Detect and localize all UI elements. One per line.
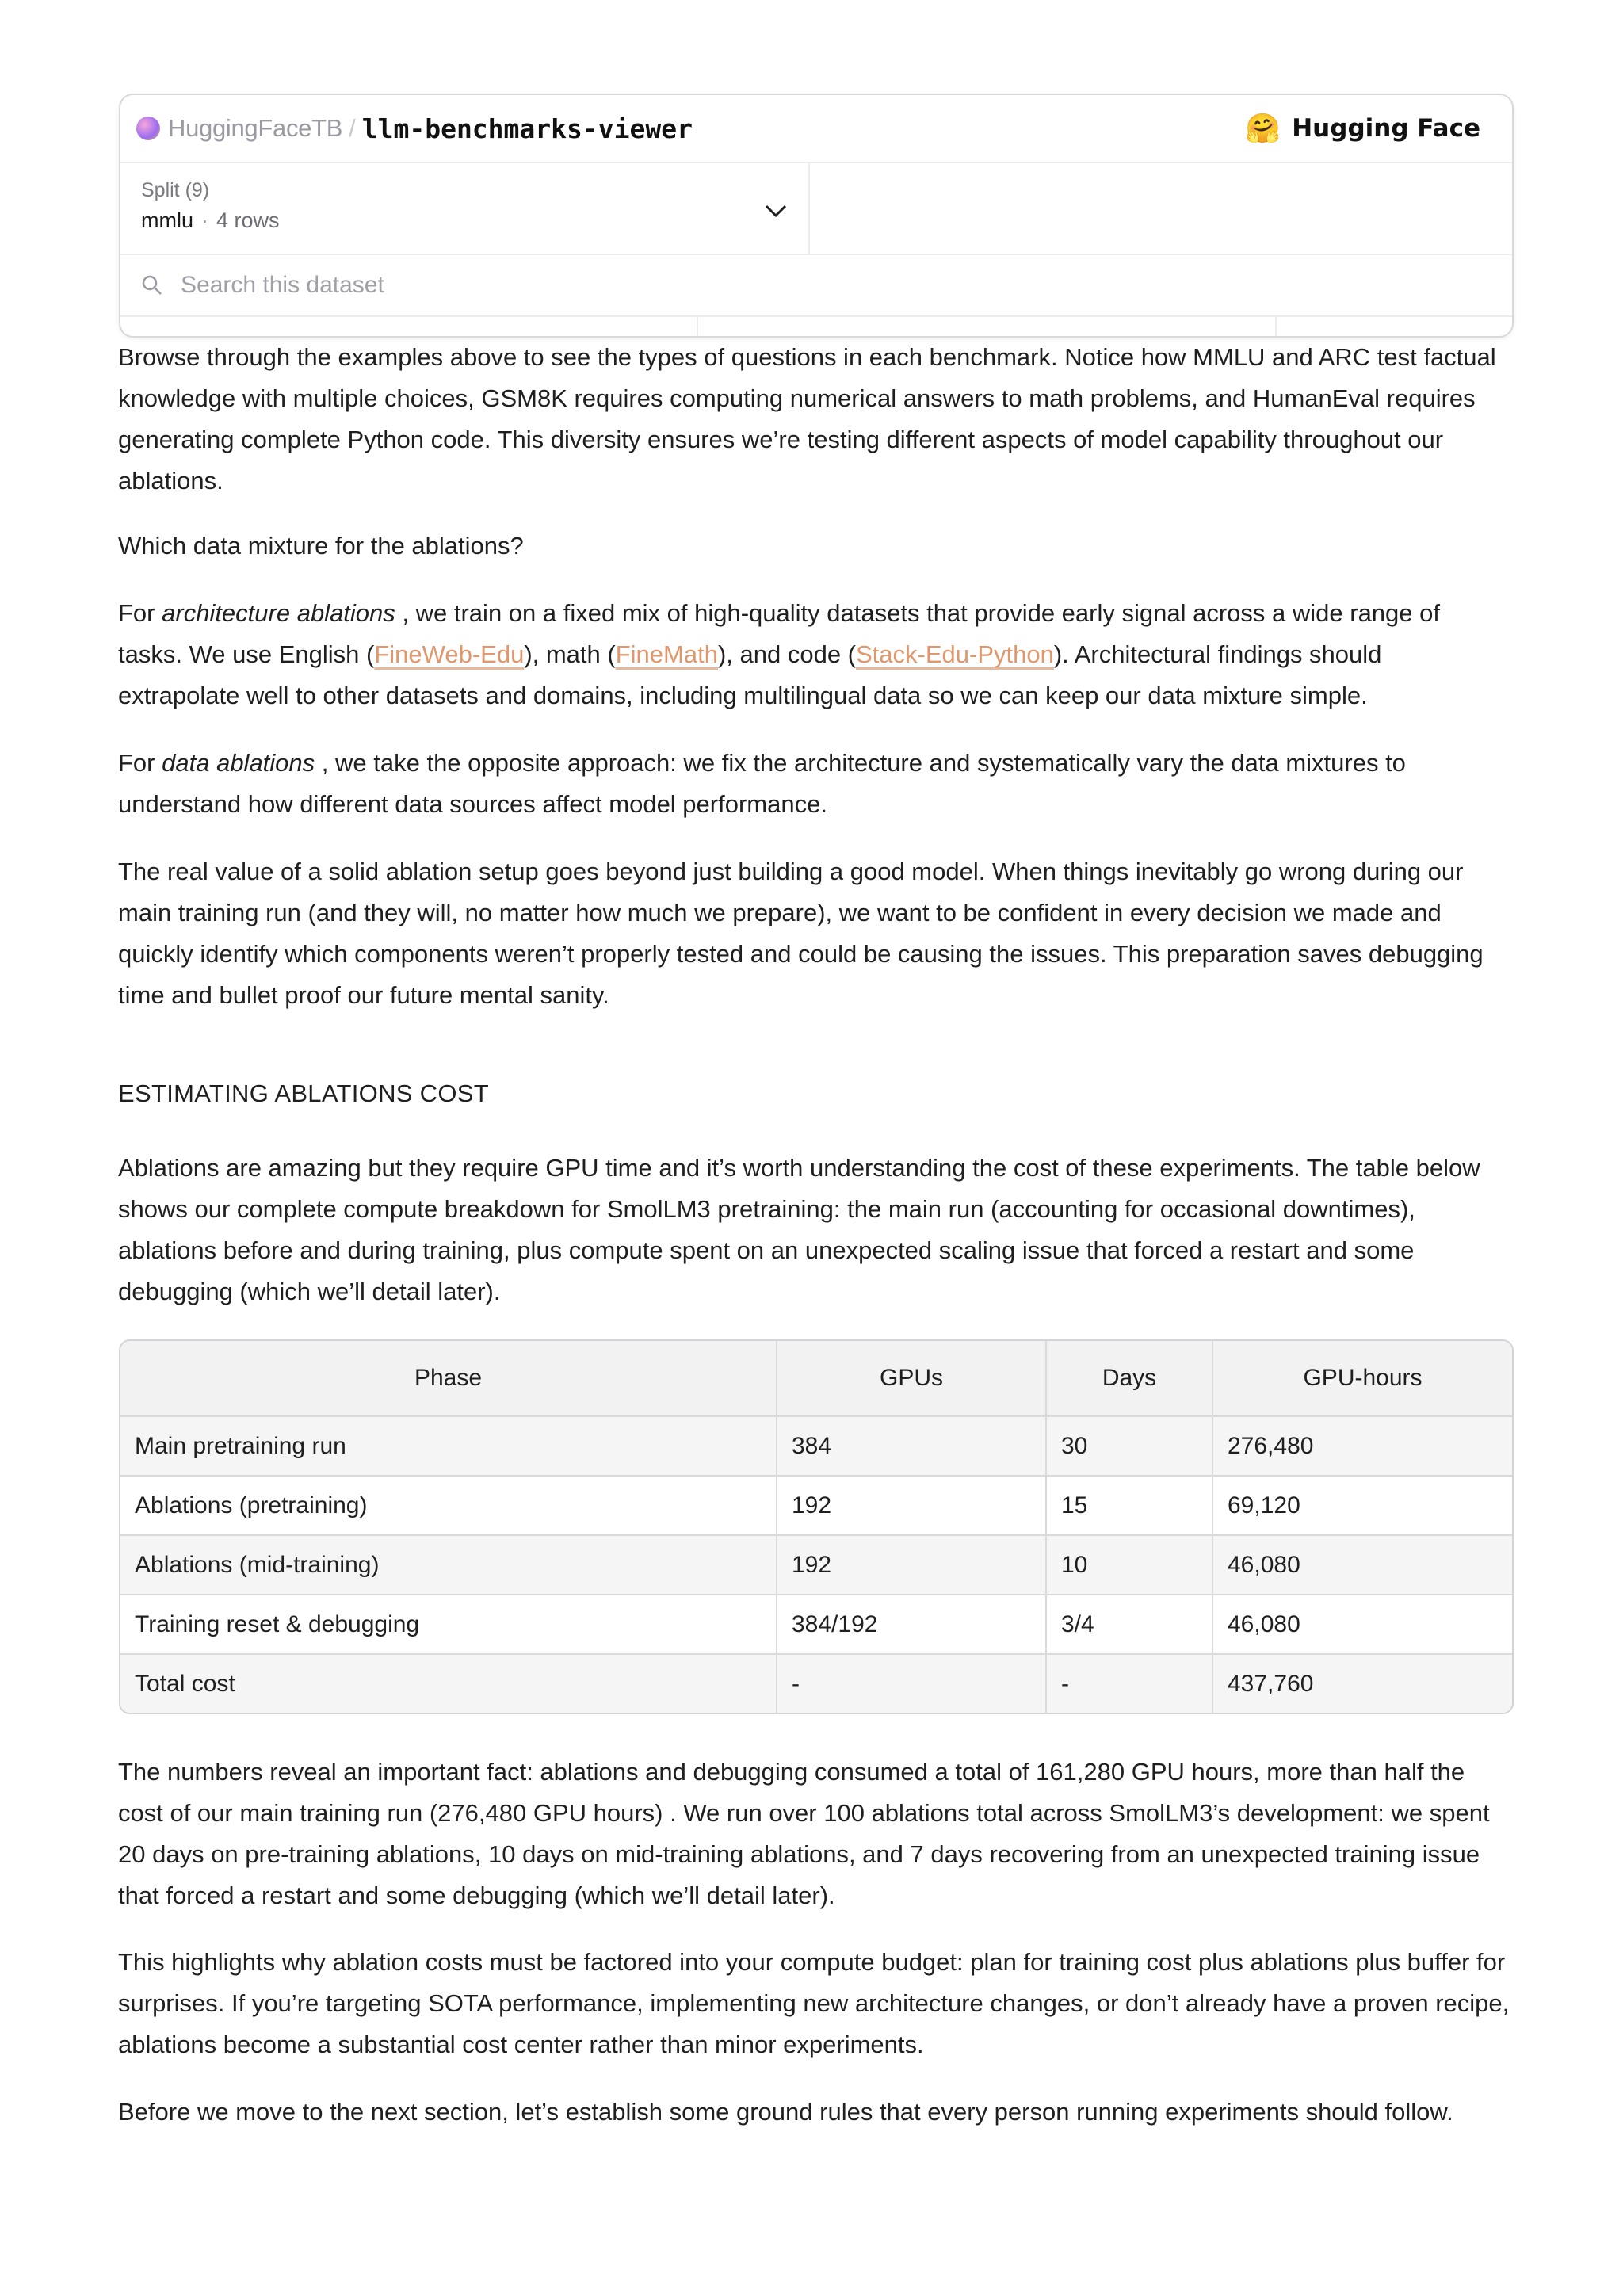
split-value bbox=[141, 208, 788, 233]
table-cell: 384 bbox=[777, 1416, 1046, 1476]
table-row bbox=[120, 1416, 1512, 1476]
chevron-down-icon bbox=[764, 203, 788, 219]
table-cell: 276,480 bbox=[1212, 1416, 1512, 1476]
table-cell: 192 bbox=[777, 1535, 1046, 1595]
paragraph: The numbers reveal an important fact: ablations and debugging consumed a total of 161,280 GPU hours, more than half the cost of our main training run (276,480 GPU hours) . We run over 100 ablations total across SmolLM3’s development: we spent 20 days on pre-training ablations, 10 days on mid-training ablations, and 7 days recovering from an unexpected training issue that forced a restart and some debugging (which we’ll detail later). bbox=[118, 1758, 1490, 1909]
hugging-face-brand-link[interactable] bbox=[1245, 113, 1480, 144]
table-cell: 30 bbox=[1046, 1416, 1212, 1476]
org-avatar bbox=[136, 117, 160, 140]
stack-edu-python-link[interactable]: Stack-Edu-Python bbox=[856, 640, 1054, 668]
column-divider bbox=[1275, 317, 1277, 338]
emphasis: data ablations bbox=[162, 749, 315, 777]
table-row bbox=[120, 1595, 1512, 1654]
split-separator: · bbox=[201, 208, 208, 232]
org-name-link[interactable]: HuggingFaceTB bbox=[168, 114, 343, 142]
paragraph: Which data mixture for the ablations? bbox=[118, 532, 524, 560]
dataset-name-link[interactable]: llm-benchmarks-viewer bbox=[361, 113, 693, 144]
column-header: GPU-hours bbox=[1212, 1341, 1512, 1416]
table-cell: - bbox=[777, 1654, 1046, 1713]
table-cell: 192 bbox=[777, 1476, 1046, 1535]
split-title: Split (9) bbox=[141, 179, 210, 201]
paragraph: The real value of a solid ablation setup goes beyond just building a good model. When things inevitably go wrong during our main training run (and they will, no matter how much we prepare), we want to be confident in every decision we made and quickly identify which components weren’t properly tested and could be causing the issues. This preparation saves debugging time and bullet proof our future mental sanity. bbox=[118, 858, 1484, 1009]
table-cell: 384/192 bbox=[777, 1595, 1046, 1654]
table-row-total bbox=[120, 1654, 1512, 1713]
emphasis: architecture ablations bbox=[162, 599, 395, 627]
paragraph: Before we move to the next section, let’s establish some ground rules that every person running experiments should follow. bbox=[118, 2098, 1453, 2126]
table-cell: Total cost bbox=[120, 1654, 777, 1713]
paragraph: Ablations are amazing but they require GPU time and it’s worth understanding the cost of these experiments. The table below shows our complete compute breakdown for SmolLM3 pretraining: the main run (accounting for occasional downtimes), ablations before and during training, plus compute spent on an unexpected scaling issue that forced a restart and some debugging (which we’ll detail later). bbox=[118, 1154, 1480, 1305]
split-row-count: 4 rows bbox=[216, 208, 280, 232]
table-row bbox=[120, 1535, 1512, 1595]
paragraph: For data ablations , we take the opposite approach: we fix the architecture and systematically vary the data mixtures to understand how different data sources affect model performance. bbox=[118, 749, 1406, 818]
table-cell: - bbox=[1046, 1654, 1212, 1713]
table-cell: Training reset & debugging bbox=[120, 1595, 777, 1654]
cost-table bbox=[119, 1339, 1514, 1714]
column-divider bbox=[697, 317, 698, 338]
fineweb-edu-link[interactable]: FineWeb-Edu bbox=[374, 640, 525, 668]
column-header: Phase bbox=[120, 1341, 777, 1416]
column-header-strip bbox=[120, 317, 1512, 338]
viewer-header bbox=[120, 95, 1512, 163]
table-cell: Main pretraining run bbox=[120, 1416, 777, 1476]
search-input[interactable] bbox=[179, 271, 1371, 300]
split-name: mmlu bbox=[141, 208, 193, 232]
table-cell: 15 bbox=[1046, 1476, 1212, 1535]
column-header: GPUs bbox=[777, 1341, 1046, 1416]
table-cell: 46,080 bbox=[1212, 1535, 1512, 1595]
split-selector[interactable] bbox=[120, 163, 810, 254]
table-header-row bbox=[120, 1341, 1512, 1416]
section-heading: ESTIMATING ABLATIONS COST bbox=[118, 1079, 489, 1107]
search-bar bbox=[120, 255, 1512, 317]
table-cell: 46,080 bbox=[1212, 1595, 1512, 1654]
table-row bbox=[120, 1476, 1512, 1535]
hugging-face-label: Hugging Face bbox=[1292, 114, 1480, 143]
table-cell: 3/4 bbox=[1046, 1595, 1212, 1654]
split-row bbox=[120, 163, 1512, 255]
hugging-face-icon: 🤗 bbox=[1245, 112, 1281, 144]
dataset-viewer bbox=[119, 94, 1514, 338]
search-icon bbox=[141, 274, 163, 296]
table-cell: Ablations (pretraining) bbox=[120, 1476, 777, 1535]
table-cell: 10 bbox=[1046, 1535, 1212, 1595]
table-cell: Ablations (mid-training) bbox=[120, 1535, 777, 1595]
paragraph: Browse through the examples above to see the types of questions in each benchmark. Notice how MMLU and ARC test factual knowledge with multiple choices, GSM8K requires computing numerical answers to math problems, and HumanEval requires generating complete Python code. This diversity ensures we’re testing different aspects of model capability throughout our ablations. bbox=[118, 343, 1496, 495]
table-cell: 437,760 bbox=[1212, 1654, 1512, 1713]
paragraph: This highlights why ablation costs must be factored into your compute budget: plan for training cost plus ablations plus buffer for surprises. If you’re targeting SOTA performance, implementing new architecture changes, or don’t already have a proven recipe, ablations become a substantial cost center rather than minor experiments. bbox=[118, 1948, 1510, 2058]
table-cell: 69,120 bbox=[1212, 1476, 1512, 1535]
finemath-link[interactable]: FineMath bbox=[615, 640, 718, 668]
paragraph: For architecture ablations , we train on a fixed mix of high-quality datasets that provide early signal across a wide range of tasks. We use English (FineWeb-Edu), math (FineMath), and code (Stack-Edu-Python). Architectural findings should extrapolate well to other datasets and domains, including multilingual data so we can keep our data mixture simple. bbox=[118, 599, 1440, 709]
path-separator: / bbox=[349, 114, 356, 142]
column-header: Days bbox=[1046, 1341, 1212, 1416]
